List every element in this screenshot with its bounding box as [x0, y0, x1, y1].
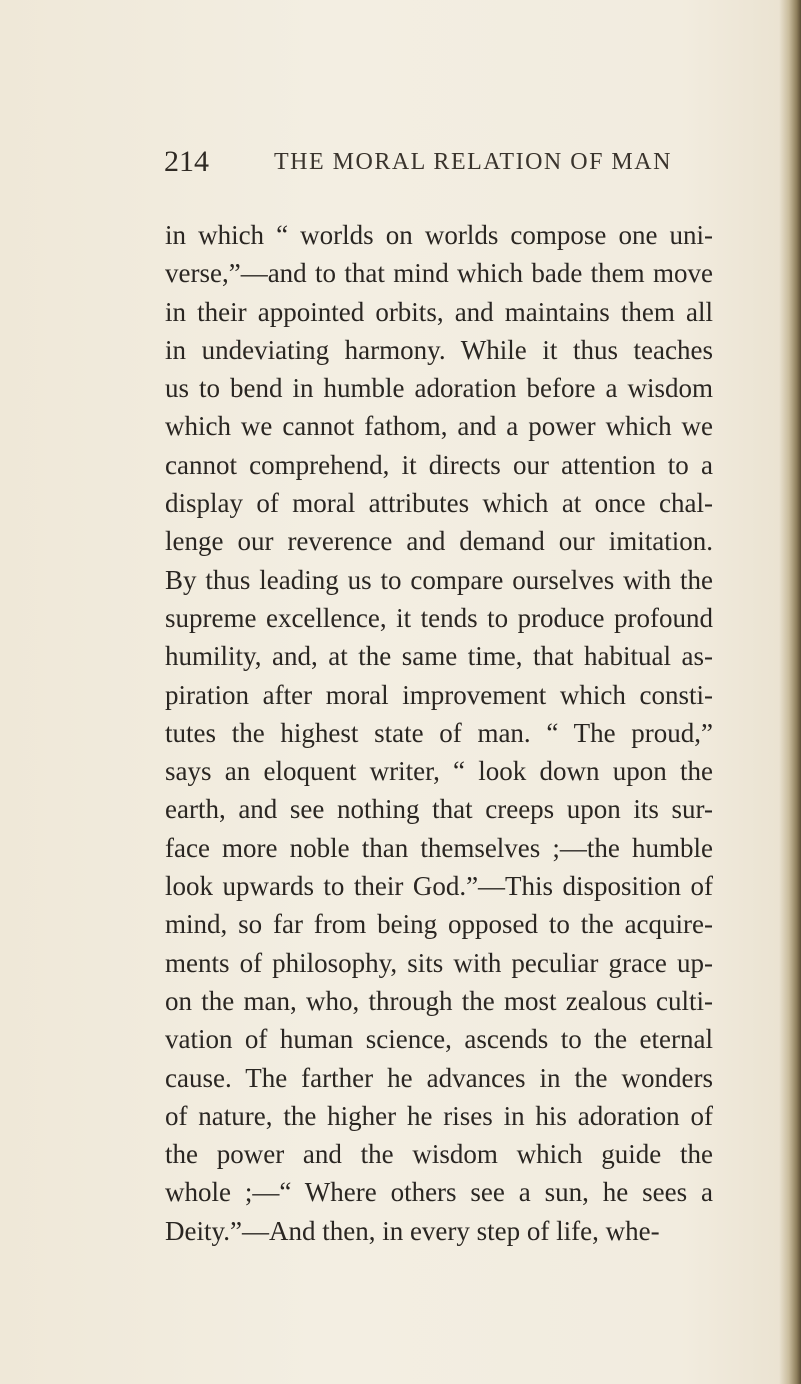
- text-line: cannot comprehend, it directs our attention to a: [165, 449, 713, 480]
- text-line: supreme excellence, it tends to produce profound: [165, 602, 713, 633]
- text-line: ments of philosophy, sits with peculiar grace up-: [165, 947, 713, 978]
- text-line: Deity.”—And then, in every step of life, whe-: [165, 1215, 660, 1246]
- text-line: earth, and see nothing that creeps upon its sur-: [165, 794, 713, 825]
- text-line: verse,”—and to that mind which bade them move: [165, 258, 713, 289]
- text-line: By thus leading us to compare ourselves with the: [165, 564, 713, 595]
- text-line: display of moral attributes which at once chal-: [165, 488, 713, 519]
- text-line: piration after moral improvement which consti-: [165, 679, 713, 710]
- text-line: humility, and, at the same time, that habitual as-: [165, 641, 713, 672]
- text-line: of nature, the higher he rises in his adoration of: [165, 1100, 713, 1131]
- text-line: on the man, who, through the most zealous culti-: [165, 985, 713, 1016]
- text-line: us to bend in humble adoration before a wisdom: [165, 373, 713, 404]
- text-line: the power and the wisdom which guide the: [165, 1139, 713, 1170]
- page-number: 214: [164, 145, 209, 178]
- running-title: THE MORAL RELATION OF MAN: [274, 149, 672, 175]
- text-line: look upwards to their God.”—This disposition of: [165, 871, 713, 902]
- page-edge-shadow: [779, 0, 801, 1384]
- text-line: in undeviating harmony. While it thus teaches: [165, 334, 713, 365]
- page-header: [164, 145, 724, 195]
- text-line: in which “ worlds on worlds compose one uni-: [165, 220, 713, 250]
- text-line: which we cannot fathom, and a power which we: [165, 411, 713, 442]
- body-text: [165, 216, 713, 1250]
- text-line: in their appointed orbits, and maintains them all: [165, 296, 713, 327]
- text-line: cause. The farther he advances in the wonders: [165, 1062, 713, 1093]
- text-line: vation of human science, ascends to the eternal: [165, 1024, 713, 1055]
- text-line: says an eloquent writer, “ look down upon the: [165, 756, 713, 787]
- text-line: whole ;—“ Where others see a sun, he sees a: [165, 1177, 713, 1208]
- text-line: mind, so far from being opposed to the acquire-: [165, 909, 713, 940]
- text-line: lenge our reverence and demand our imitation.: [165, 526, 713, 557]
- text-line: tutes the highest state of man. “ The proud,”: [165, 717, 713, 748]
- text-line: face more noble than themselves ;—the humble: [165, 832, 713, 863]
